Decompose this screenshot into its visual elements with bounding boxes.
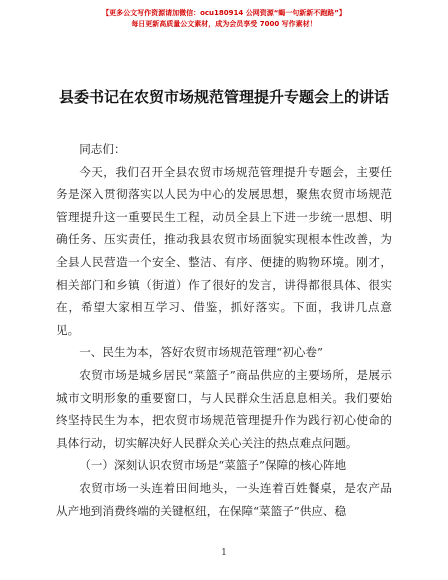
section-heading-1: 一、民生为本，答好农贸市场规范管理“初心卷” <box>79 345 323 360</box>
document-body <box>56 138 392 522</box>
salutation: 同志们： <box>79 142 126 156</box>
sub-heading-1: （一）深刻认识农贸市场是“菜篮子”保障的核心阵地 <box>79 458 347 473</box>
promo-banner-line-2: 每日更新高质量公文素材，成为会员享受 7000 写作素材！ <box>131 20 317 28</box>
paragraph-section-1: 农贸市场是城乡居民“菜篮子”商品供应的主要场所，是展示城市文明形象的重要窗口，与人民群众生活息息相关。我们要始终坚持民生为本，把农贸市场规范管理提升作为践行初心使命的具体行动，切实解决好人民群众关心关注的热点难点问题。 <box>56 367 392 450</box>
promo-banner-line-1: 【更多公文写作资源请加微信：ocu180914 公网资源“蝎一句新新不跑路”】 <box>102 9 346 17</box>
page-number: 1 <box>221 548 227 558</box>
document-title: 县委书记在农贸市场规范管理提升专题会上的讲话 <box>58 88 389 106</box>
paragraph-sub-1: 农贸市场一头连着田间地头，一头连着百姓餐桌，是农产品从产地到消费终端的关键枢纽，在保障“菜篮子”供应、稳 <box>56 480 392 518</box>
paragraph-intro: 今天，我们召开全县农贸市场规范管理提升专题会，主要任务是深入贯彻落实以人民为中心的发展思想，聚焦农贸市场规范管理提升这一重要民生工程，动员全县上下进一步统一思想、明确任务、压实责任，推动我县农贸市场面貌实现根本性改善，为全县人民营造一个安全、整洁、有序、便捷的购物环境。刚才，相关部门和乡镇（街道）作了很好的发言，讲得都很具体、很实在，希望大家相互学习、借鉴，抓好落实。下面，我讲几点意见。 <box>56 164 392 337</box>
promo-banner <box>0 8 448 30</box>
